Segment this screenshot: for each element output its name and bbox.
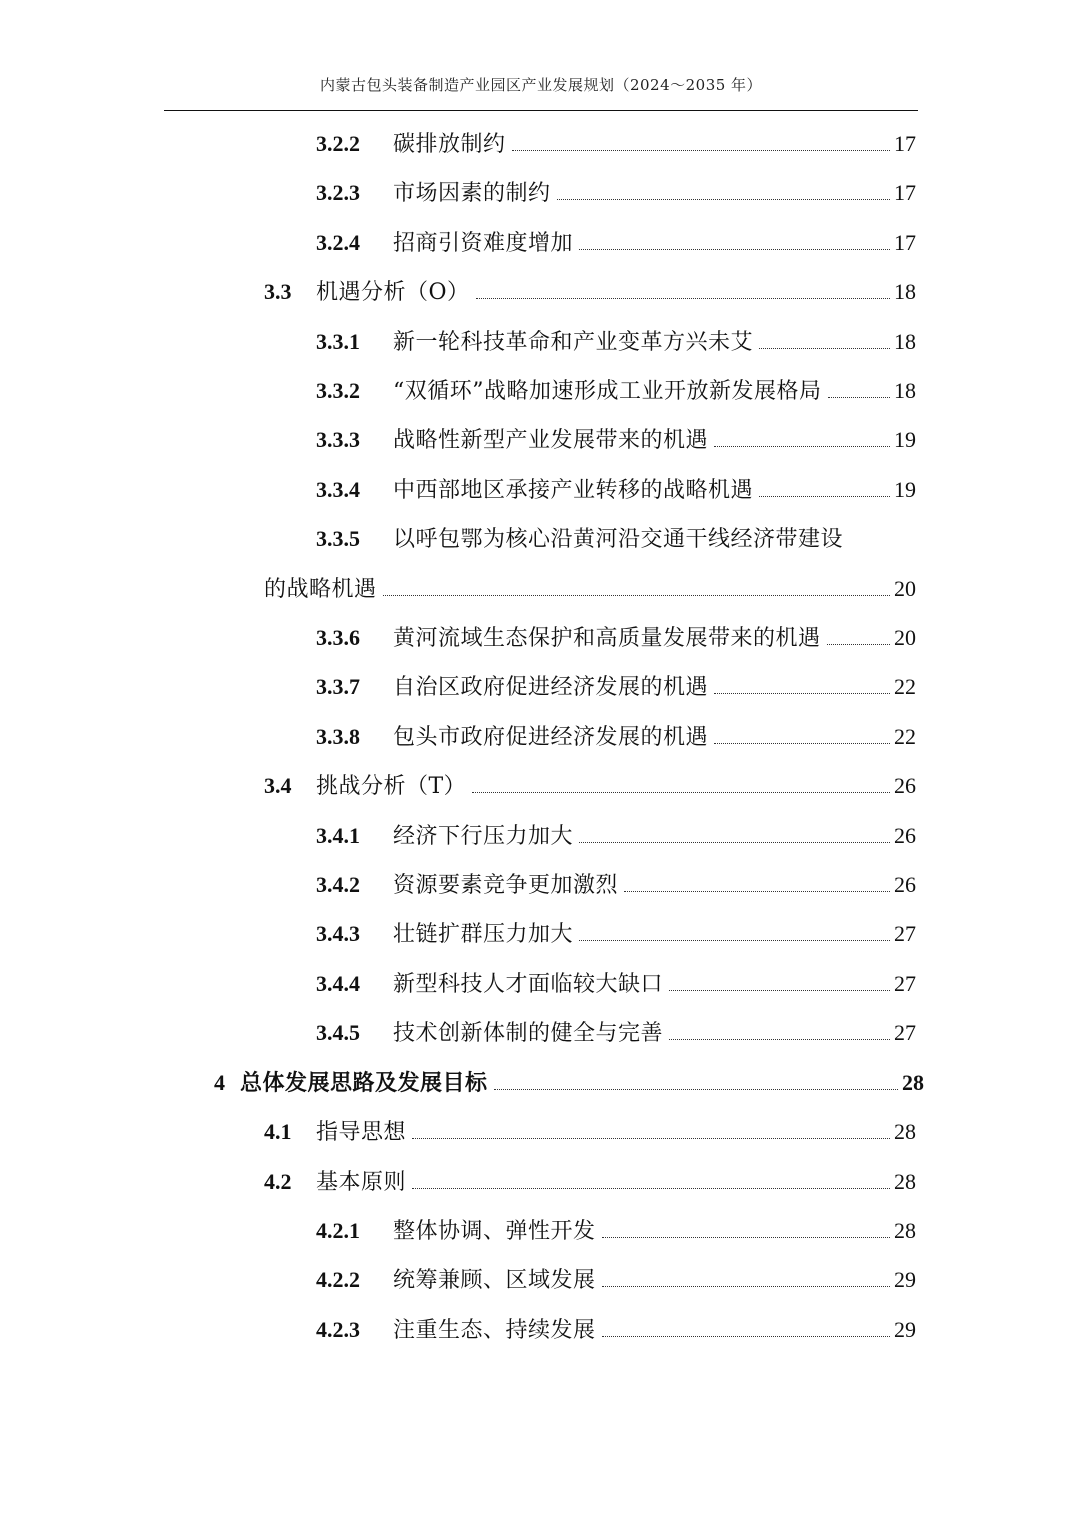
dot-leader xyxy=(827,644,890,645)
toc-entry-3-2-4[interactable]: 3.2.4 招商引资难度增加 17 xyxy=(316,230,916,256)
dot-leader xyxy=(828,397,891,398)
toc-entry-3-4-5[interactable]: 3.4.5 技术创新体制的健全与完善 27 xyxy=(316,1020,916,1046)
dot-leader xyxy=(579,940,890,941)
dot-leader xyxy=(759,496,890,497)
dot-leader xyxy=(412,1188,890,1189)
toc-entry-3-3[interactable]: 3.3 机遇分析（O） 18 xyxy=(264,279,916,305)
toc-entry-3-3-6[interactable]: 3.3.6 黄河流域生态保护和高质量发展带来的机遇 20 xyxy=(316,625,916,651)
dot-leader xyxy=(714,693,890,694)
dot-leader xyxy=(602,1237,890,1238)
header-rule xyxy=(164,110,918,111)
dot-leader xyxy=(579,842,890,843)
dot-leader xyxy=(669,1039,890,1040)
toc-entry-3-4-4[interactable]: 3.4.4 新型科技人才面临较大缺口 27 xyxy=(316,971,916,997)
toc-entry-3-3-8[interactable]: 3.3.8 包头市政府促进经济发展的机遇 22 xyxy=(316,724,916,750)
toc-entry-4[interactable]: 4 总体发展思路及发展目标 28 xyxy=(214,1070,924,1096)
dot-leader xyxy=(476,298,890,299)
dot-leader xyxy=(624,891,890,892)
running-header: 内蒙古包头装备制造产业园区产业发展规划（2024～2035 年） xyxy=(319,76,763,94)
toc-entry-3-3-3[interactable]: 3.3.3 战略性新型产业发展带来的机遇 19 xyxy=(316,427,916,453)
dot-leader xyxy=(383,595,890,596)
toc-entry-4-1[interactable]: 4.1 指导思想 28 xyxy=(264,1119,916,1145)
toc-entry-3-2-2[interactable]: 3.2.2 碳排放制约 17 xyxy=(316,131,916,157)
dot-leader xyxy=(602,1286,890,1287)
dot-leader xyxy=(759,348,890,349)
toc-entry-3-3-1[interactable]: 3.3.1 新一轮科技革命和产业变革方兴未艾 18 xyxy=(316,329,916,355)
toc-entry-3-4[interactable]: 3.4 挑战分析（T） 26 xyxy=(264,773,916,799)
dot-leader xyxy=(714,743,890,744)
dot-leader xyxy=(602,1336,890,1337)
toc-entry-3-3-7[interactable]: 3.3.7 自治区政府促进经济发展的机遇 22 xyxy=(316,674,916,700)
toc-entry-3-3-5-continued[interactable]: 的战略机遇 20 xyxy=(264,576,916,602)
dot-leader xyxy=(412,1138,890,1139)
toc-entry-3-4-2[interactable]: 3.4.2 资源要素竞争更加激烈 26 xyxy=(316,872,916,898)
toc-entry-3-3-4[interactable]: 3.3.4 中西部地区承接产业转移的战略机遇 19 xyxy=(316,477,916,503)
dot-leader xyxy=(669,990,890,991)
toc-entry-4-2-1[interactable]: 4.2.1 整体协调、弹性开发 28 xyxy=(316,1218,916,1244)
dot-leader xyxy=(472,792,890,793)
toc-entry-4-2-2[interactable]: 4.2.2 统筹兼顾、区域发展 29 xyxy=(316,1267,916,1293)
toc-entry-3-3-5[interactable]: 3.3.5 以呼包鄂为核心沿黄河沿交通干线经济带建设 xyxy=(316,526,844,552)
toc-entry-4-2-3[interactable]: 4.2.3 注重生态、持续发展 29 xyxy=(316,1317,916,1343)
dot-leader xyxy=(714,446,890,447)
toc-entry-3-2-3[interactable]: 3.2.3 市场因素的制约 17 xyxy=(316,180,916,206)
dot-leader xyxy=(579,249,890,250)
toc-entry-3-4-3[interactable]: 3.4.3 壮链扩群压力加大 27 xyxy=(316,921,916,947)
dot-leader xyxy=(494,1089,898,1090)
toc-entry-3-3-2[interactable]: 3.3.2 “双循环”战略加速形成工业开放新发展格局 18 xyxy=(316,378,916,404)
dot-leader xyxy=(512,150,890,151)
toc-entry-3-4-1[interactable]: 3.4.1 经济下行压力加大 26 xyxy=(316,823,916,849)
dot-leader xyxy=(557,199,890,200)
toc-entry-4-2[interactable]: 4.2 基本原则 28 xyxy=(264,1169,916,1195)
